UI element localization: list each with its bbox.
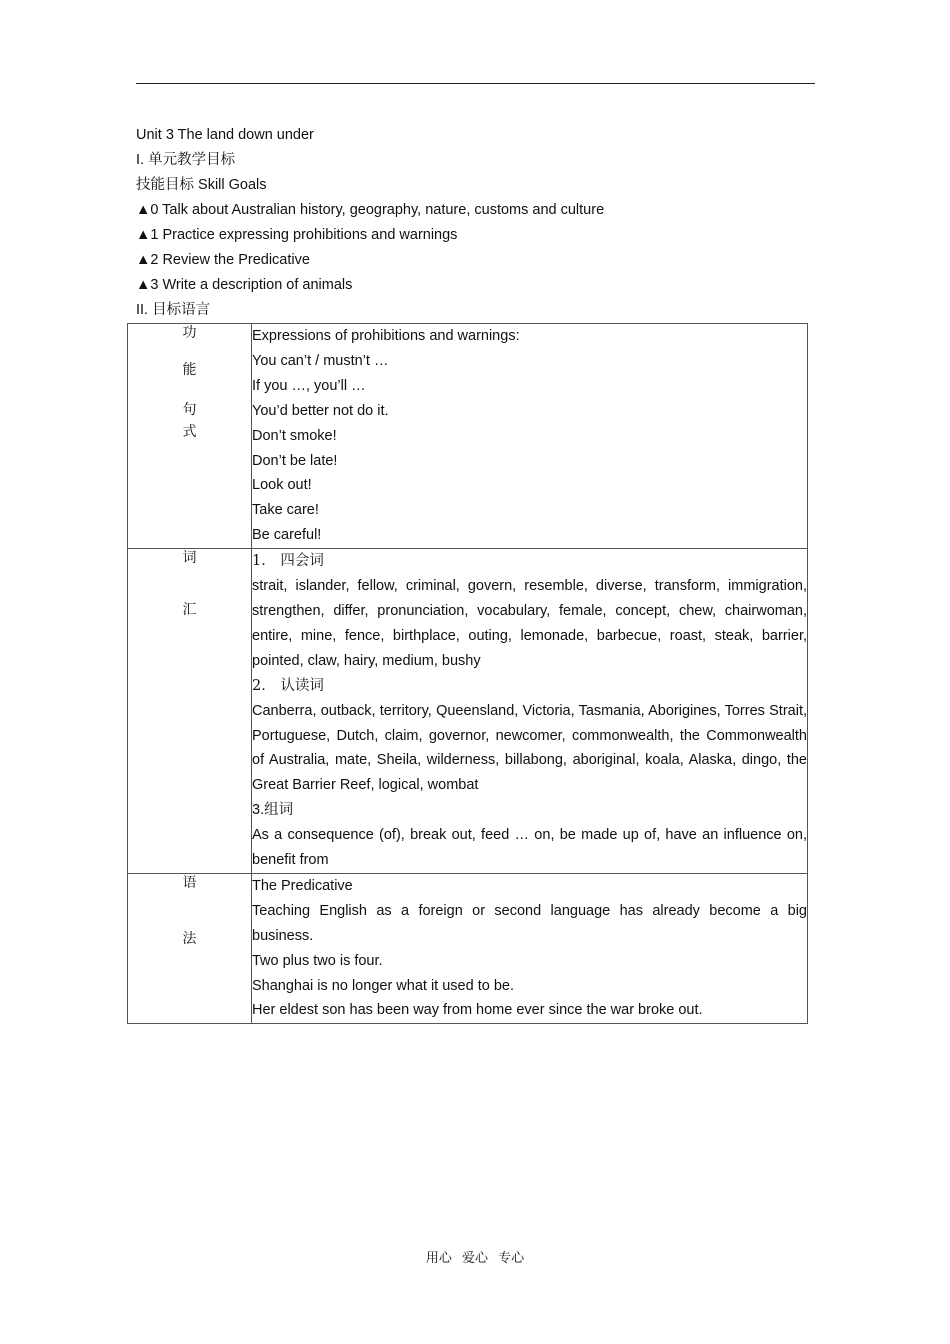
goal-item: ▲2 Review the Predicative <box>136 252 310 268</box>
function-line: Don’t be late! <box>252 452 338 469</box>
vocab-heading-phrases: 3.组词 <box>252 802 294 819</box>
page-footer: 用心 爱心 专心 <box>425 1251 525 1266</box>
label-char: 句 <box>182 402 197 418</box>
row-label-vocabulary <box>128 549 252 874</box>
table-row-functions <box>128 324 808 549</box>
function-line: If you …, you’ll … <box>252 377 366 394</box>
vocab-heading-four-skills: 1． 四会词 <box>252 553 324 570</box>
grammar-example: Shanghai is no longer what it used to be. <box>252 977 514 994</box>
table-row-vocabulary <box>128 549 808 874</box>
function-line: You’d better not do it. <box>252 402 389 419</box>
functions-content <box>252 324 808 549</box>
vocab-heading-recognition: 2． 认读词 <box>252 677 324 694</box>
grammar-example: Her eldest son has been way from home ever since the war broke out. <box>252 1002 703 1019</box>
row-label-functions <box>128 324 252 549</box>
section-heading-target-language: II. 目标语言 <box>136 302 211 318</box>
grammar-content <box>252 873 808 1023</box>
unit-title: Unit 3 The land down under <box>136 127 314 143</box>
label-char: 词 <box>182 550 197 567</box>
function-line: Look out! <box>252 477 312 494</box>
function-line: Don’t smoke! <box>252 427 337 444</box>
label-char: 法 <box>182 930 197 947</box>
label-char: 汇 <box>182 602 197 619</box>
table-row-grammar <box>128 873 808 1023</box>
grammar-title: The Predicative <box>252 877 353 894</box>
function-line: Be careful! <box>252 527 322 544</box>
intro-section <box>136 123 826 323</box>
function-line: Expressions of prohibitions and warnings: <box>252 328 520 344</box>
function-line: Take care! <box>252 502 319 519</box>
label-char: 语 <box>182 874 197 891</box>
target-language-table <box>127 323 808 1024</box>
goal-item: ▲1 Practice expressing prohibitions and warnings <box>136 227 458 243</box>
label-char: 式 <box>182 424 197 440</box>
goal-item: ▲3 Write a description of animals <box>136 277 353 293</box>
label-char: 能 <box>182 362 197 378</box>
vocab-list-recognition: Canberra, outback, territory, Queensland, Victoria, Tasmania, Aborigines, Torres Strait, Portuguese, Dutch, claim, governor, newcomer, commonwealth, the Commonwealth of Australia, mate, Sheila, wilderness, billabong, aboriginal, koala, Alaska, dingo, the Great Barrier Reef, logical, wombat <box>252 702 807 794</box>
label-char: 功 <box>182 325 197 341</box>
function-line: You can’t / mustn’t … <box>252 352 389 369</box>
vocabulary-content <box>252 549 808 874</box>
goal-item: ▲0 Talk about Australian history, geography, nature, customs and culture <box>136 202 605 218</box>
grammar-example: Teaching English as a foreign or second language has already become a big business. <box>252 902 807 944</box>
vocab-list-four-skills: strait, islander, fellow, criminal, govern, resemble, diverse, transform, immigration, strengthen, differ, pronunciation, vocabulary, female, concept, chew, chairwoman, entire, mine, fence, birthplace, outing, lemonade, barbecue, roast, steak, barrier, pointed, claw, hairy, medium, bushy <box>252 578 807 669</box>
skill-goals-heading: 技能目标 Skill Goals <box>136 177 267 193</box>
vocab-list-phrases: As a consequence (of), break out, feed … on, be made up of, have an influence on, benefit from <box>252 827 807 869</box>
header-rule <box>136 83 815 84</box>
section-heading-objectives: I. 单元教学目标 <box>136 152 236 168</box>
grammar-example: Two plus two is four. <box>252 952 383 969</box>
row-label-grammar <box>128 873 252 1023</box>
